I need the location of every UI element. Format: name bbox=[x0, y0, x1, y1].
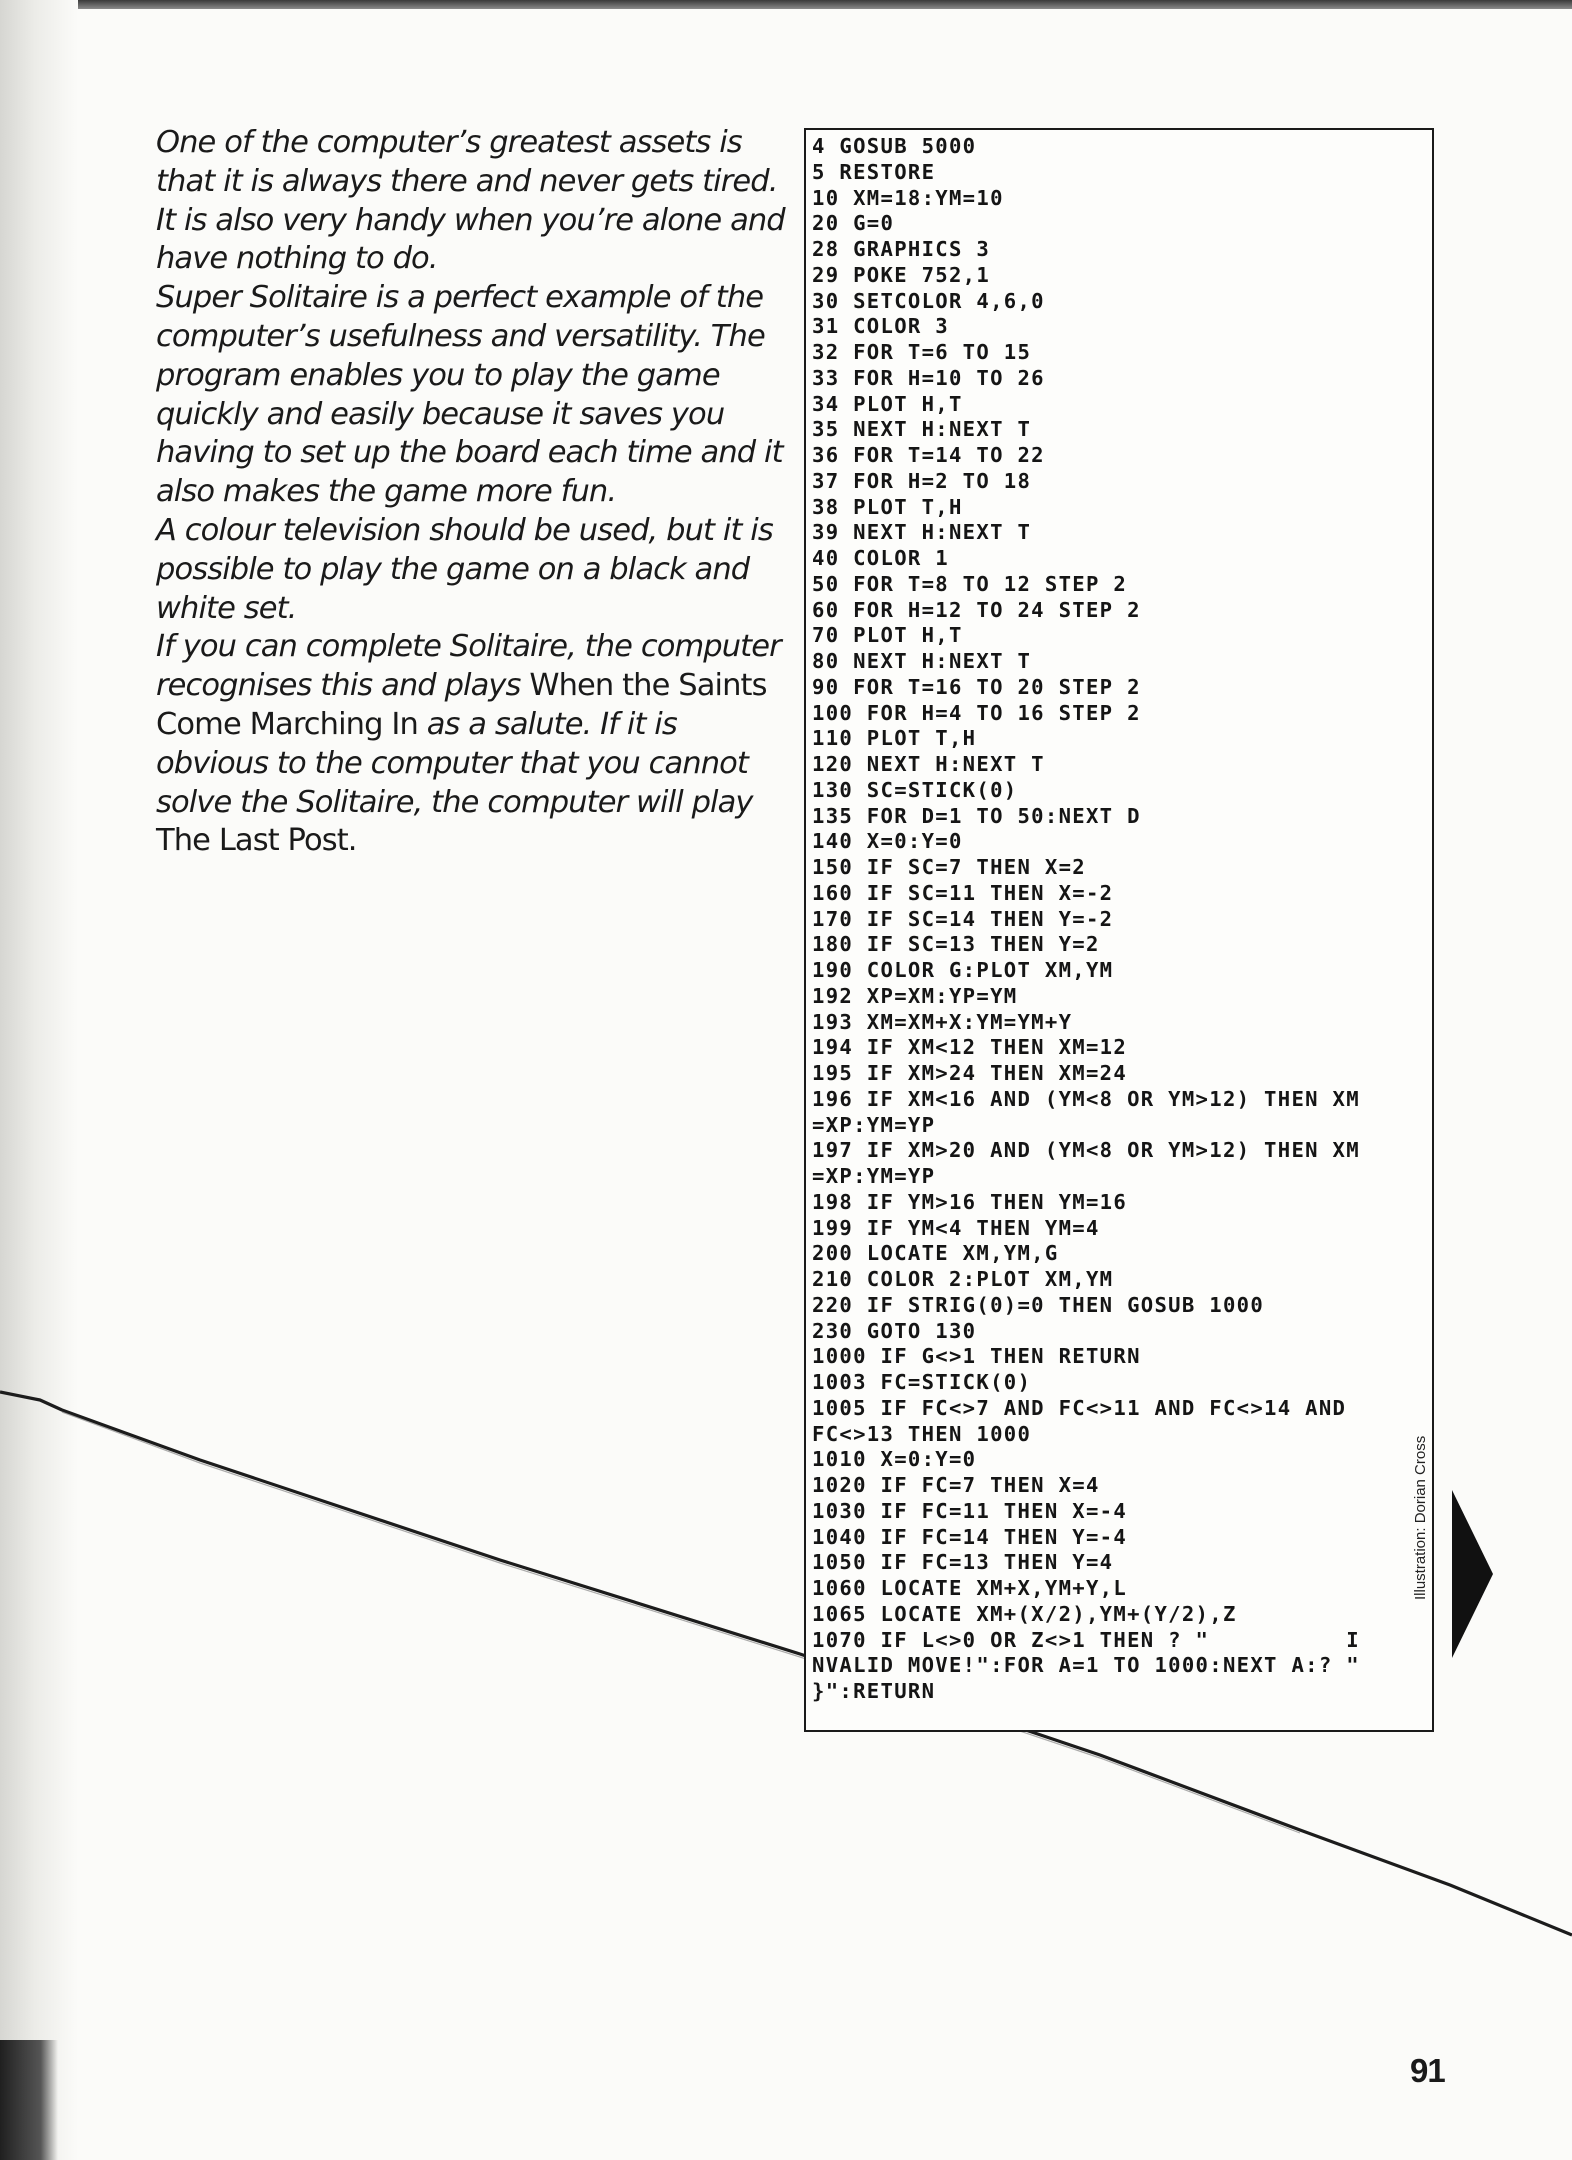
intro-paragraph-1: One of the computer’s greatest assets is that it is always there and never gets tired. It is also very handy when you’re alone and have nothing to do. bbox=[156, 125, 785, 277]
code-line: FC<>13 THEN 1000 bbox=[812, 1421, 1032, 1446]
code-line: 1020 IF FC=7 THEN X=4 bbox=[812, 1473, 1100, 1497]
code-line: 1030 IF FC=11 THEN X=-4 bbox=[812, 1498, 1128, 1523]
code-line: 1005 IF FC<>7 AND FC<>11 AND FC<>14 AND bbox=[812, 1395, 1347, 1420]
code-line: 28 GRAPHICS 3 bbox=[812, 237, 991, 261]
code-line: 120 NEXT H:NEXT T bbox=[812, 752, 1045, 776]
code-line: 195 IF XM>24 THEN XM=24 bbox=[812, 1061, 1128, 1085]
code-line: 31 COLOR 3 bbox=[812, 314, 949, 339]
code-line: 194 IF XM<12 THEN XM=12 bbox=[812, 1035, 1128, 1060]
code-line: 130 SC=STICK(0) bbox=[812, 777, 1018, 802]
intro-paragraph-4 bbox=[156, 628, 796, 861]
song-title-saints: When the Saints Come Marching In bbox=[156, 668, 767, 742]
code-line: 39 NEXT H:NEXT T bbox=[812, 520, 1032, 545]
code-line: 40 COLOR 1 bbox=[812, 546, 949, 570]
code-line: 4 GOSUB 5000 bbox=[812, 134, 977, 158]
code-line: 135 FOR D=1 TO 50:NEXT D bbox=[812, 803, 1141, 828]
code-line: 150 IF SC=7 THEN X=2 bbox=[812, 855, 1086, 879]
code-line: 193 XM=XM+X:YM=YM+Y bbox=[812, 1009, 1073, 1034]
code-line: 196 IF XM<16 AND (YM<8 OR YM>12) THEN XM bbox=[812, 1086, 1360, 1111]
intro-text bbox=[156, 124, 796, 861]
code-line: 198 IF YM>16 THEN YM=16 bbox=[812, 1189, 1128, 1214]
code-line: 1000 IF G<>1 THEN RETURN bbox=[812, 1344, 1141, 1369]
code-line: 180 IF SC=13 THEN Y=2 bbox=[812, 932, 1100, 957]
code-line: 100 FOR H=4 TO 16 STEP 2 bbox=[812, 700, 1141, 725]
page-number: 91 bbox=[1410, 2052, 1445, 2089]
song-title-last-post: The Last Post. bbox=[156, 823, 357, 859]
code-line: 220 IF STRIG(0)=0 THEN GOSUB 1000 bbox=[812, 1292, 1265, 1317]
code-line: 35 NEXT H:NEXT T bbox=[812, 417, 1032, 442]
code-line: 1010 X=0:Y=0 bbox=[812, 1447, 977, 1472]
code-line: }":RETURN bbox=[812, 1679, 936, 1703]
code-line: 32 FOR T=6 TO 15 bbox=[812, 340, 1032, 364]
code-line: 37 FOR H=2 TO 18 bbox=[812, 468, 1032, 493]
code-line: 29 POKE 752,1 bbox=[812, 262, 991, 287]
code-line: 1003 FC=STICK(0) bbox=[812, 1370, 1032, 1394]
code-line: 200 LOCATE XM,YM,G bbox=[812, 1241, 1059, 1266]
code-line: 10 XM=18:YM=10 bbox=[812, 185, 1004, 210]
code-line: 1050 IF FC=13 THEN Y=4 bbox=[812, 1550, 1114, 1575]
code-line: 197 IF XM>20 AND (YM<8 OR YM>12) THEN XM bbox=[812, 1138, 1360, 1163]
code-line: 20 G=0 bbox=[812, 211, 895, 236]
code-line: 38 PLOT T,H bbox=[812, 494, 963, 519]
code-line: =XP:YM=YP bbox=[812, 1164, 936, 1188]
intro-paragraph-4-start: If you can complete Solitaire, the computer recognises this and plays bbox=[156, 629, 781, 704]
code-line: 30 SETCOLOR 4,6,0 bbox=[812, 288, 1045, 313]
code-line: 1065 LOCATE XM+(X/2),YM+(Y/2),Z bbox=[812, 1601, 1237, 1626]
code-line: 199 IF YM<4 THEN YM=4 bbox=[812, 1215, 1100, 1240]
code-line: 160 IF SC=11 THEN X=-2 bbox=[812, 880, 1114, 905]
code-line: 34 PLOT H,T bbox=[812, 391, 963, 416]
intro-paragraph-4-end: as a salute. If it is obvious to the computer that you cannot solve the Solitaire, the computer will play bbox=[156, 706, 753, 820]
intro-paragraph-3: A colour television should be used, but it is possible to play the game on a black and white set. bbox=[156, 512, 773, 626]
code-line: 50 FOR T=8 TO 12 STEP 2 bbox=[812, 571, 1128, 596]
code-line: 80 NEXT H:NEXT T bbox=[812, 649, 1032, 673]
code-line: 5 RESTORE bbox=[812, 159, 936, 184]
illustration-credit: Illustration: Dorian Cross bbox=[1412, 1435, 1429, 1600]
code-line: 140 X=0:Y=0 bbox=[812, 829, 963, 854]
code-line: =XP:YM=YP bbox=[812, 1112, 936, 1137]
code-line: 1060 LOCATE XM+X,YM+Y,L bbox=[812, 1576, 1128, 1600]
code-line: 33 FOR H=10 TO 26 bbox=[812, 365, 1045, 390]
code-line: 210 COLOR 2:PLOT XM,YM bbox=[812, 1267, 1114, 1291]
code-line: 70 PLOT H,T bbox=[812, 623, 963, 648]
code-line: 192 XP=XM:YP=YM bbox=[812, 983, 1018, 1008]
code-line: NVALID MOVE!":FOR A=1 TO 1000:NEXT A:? " bbox=[812, 1653, 1360, 1678]
code-line: 1040 IF FC=14 THEN Y=-4 bbox=[812, 1524, 1128, 1549]
next-arrow-icon bbox=[1452, 1490, 1493, 1658]
code-line: 1070 IF L<>0 OR Z<>1 THEN ? " I bbox=[812, 1627, 1360, 1652]
code-line: 110 PLOT T,H bbox=[812, 726, 977, 751]
code-line: 230 GOTO 130 bbox=[812, 1318, 977, 1343]
code-line: 36 FOR T=14 TO 22 bbox=[812, 443, 1045, 467]
code-line: 60 FOR H=12 TO 24 STEP 2 bbox=[812, 597, 1141, 622]
code-line: 90 FOR T=16 TO 20 STEP 2 bbox=[812, 674, 1141, 699]
code-line: 190 COLOR G:PLOT XM,YM bbox=[812, 958, 1114, 982]
intro-paragraph-2: Super Solitaire is a perfect example of the computer’s usefulness and versatility. The program enables you to play the game quickly and easily because it saves you having to set up the board each time and it also makes the game more fun. bbox=[156, 280, 783, 510]
basic-program-listing bbox=[804, 128, 1434, 1732]
code-line: 170 IF SC=14 THEN Y=-2 bbox=[812, 906, 1114, 931]
